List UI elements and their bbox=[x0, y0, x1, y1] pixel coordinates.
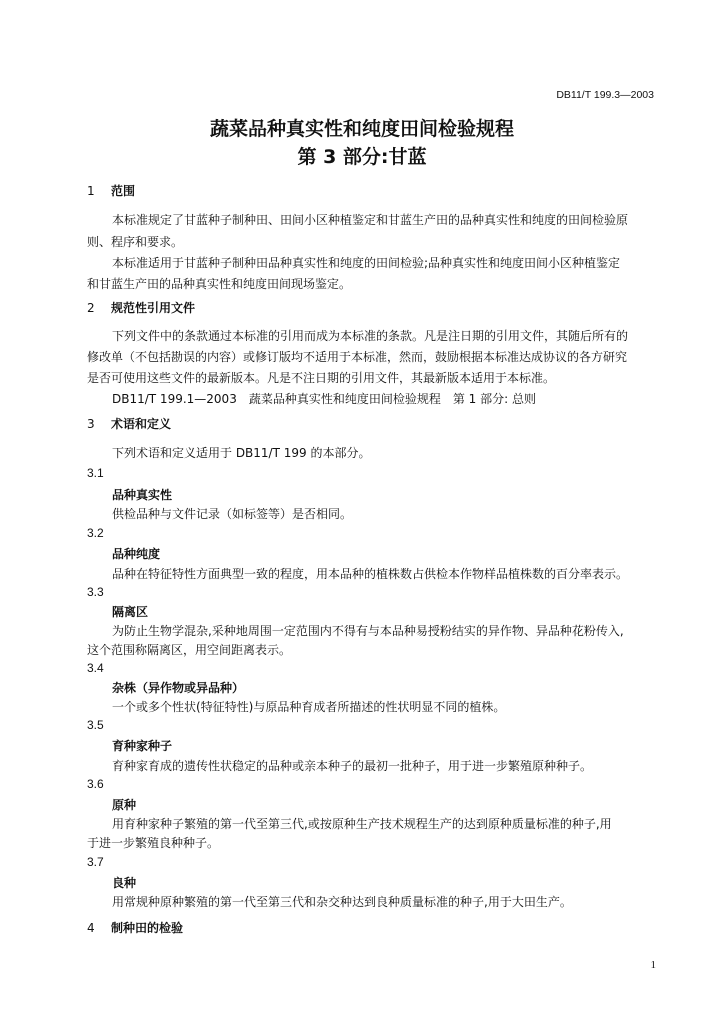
term-definition: 供检品种与文件记录（如标签等）是否相同。 bbox=[112, 507, 353, 521]
term-number: 3.7 bbox=[87, 855, 104, 869]
section-2-heading bbox=[87, 299, 195, 316]
term-number: 3.5 bbox=[87, 718, 104, 732]
reference-line: DB11/T 199.1—2003 蔬菜品种真实性和纯度田间检验规程 第 1 部分: 总则 bbox=[112, 392, 536, 406]
paragraph-line: 本标准适用于甘蓝种子制种田品种真实性和纯度的田间检验;品种真实性和纯度田间小区种植鉴定 bbox=[112, 256, 621, 270]
section-number: 3 bbox=[87, 417, 95, 431]
section-title: 规范性引用文件 bbox=[111, 301, 196, 315]
term-definition: 为防止生物学混杂,采种地周围一定范围内不得有与本品种易授粉结实的异作物、异品种花粉传入, bbox=[112, 624, 624, 638]
term-definition: 用常规种原种繁殖的第一代至第三代和杂交种达到良种质量标准的种子,用于大田生产。 bbox=[112, 895, 572, 909]
section-number: 2 bbox=[87, 301, 95, 315]
term-number: 3.2 bbox=[87, 526, 104, 540]
paragraph-line: 本标准规定了甘蓝种子制种田、田间小区种植鉴定和甘蓝生产田的品种真实性和纯度的田间检验原 bbox=[112, 213, 629, 227]
section-1-heading bbox=[87, 182, 135, 199]
term-name: 良种 bbox=[112, 876, 137, 890]
term-definition: 于进一步繁殖良种种子。 bbox=[87, 836, 220, 850]
section-number: 1 bbox=[87, 184, 95, 198]
paragraph-line: 下列文件中的条款通过本标准的引用而成为本标准的条款。凡是注日期的引用文件，其随后所有的 bbox=[112, 329, 629, 343]
term-name: 原种 bbox=[112, 798, 137, 812]
term-name: 育种家种子 bbox=[112, 739, 173, 753]
term-name: 杂株（异作物或异品种） bbox=[112, 681, 245, 695]
term-number: 3.3 bbox=[87, 585, 104, 599]
section-number: 4 bbox=[87, 921, 95, 935]
term-name: 品种纯度 bbox=[112, 547, 161, 561]
term-definition: 育种家育成的遗传性状稳定的品种或亲本种子的最初一批种子，用于进一步繁殖原种种子。 bbox=[112, 759, 593, 773]
term-definition: 品种在特征特性方面典型一致的程度，用本品种的植株数占供检本作物样品植株数的百分率表示。 bbox=[112, 567, 629, 581]
paragraph-line: 和甘蓝生产田的品种真实性和纯度田间现场鉴定。 bbox=[87, 277, 352, 291]
section-title: 范围 bbox=[111, 184, 136, 198]
term-number: 3.6 bbox=[87, 777, 104, 791]
standard-code: DB11/T 199.3—2003 bbox=[556, 89, 654, 101]
section-title: 术语和定义 bbox=[111, 417, 172, 431]
document-subtitle: 第 3 部分:甘蓝 bbox=[297, 146, 427, 168]
section-title: 制种田的检验 bbox=[111, 921, 184, 935]
section-3-heading bbox=[87, 415, 171, 432]
section-4-heading bbox=[87, 919, 183, 936]
page-number: 1 bbox=[650, 959, 656, 971]
term-name: 品种真实性 bbox=[112, 488, 173, 502]
term-definition: 这个范围称隔离区，用空间距离表示。 bbox=[87, 643, 292, 657]
paragraph-line: 则、程序和要求。 bbox=[87, 235, 184, 249]
paragraph-line: 是否可使用这些文件的最新版本。凡是不注日期的引用文件，其最新版本适用于本标准。 bbox=[87, 371, 556, 385]
paragraph-line: 下列术语和定义适用于 DB11/T 199 的本部分。 bbox=[112, 446, 371, 460]
term-number: 3.4 bbox=[87, 661, 104, 675]
term-name: 隔离区 bbox=[112, 605, 149, 619]
term-number: 3.1 bbox=[87, 466, 104, 480]
term-definition: 用育种家种子繁殖的第一代至第三代,或按原种生产技术规程生产的达到原种质量标准的种子,用 bbox=[112, 817, 612, 831]
document-title: 蔬菜品种真实性和纯度田间检验规程 bbox=[209, 118, 514, 140]
term-definition: 一个或多个性状(特征特性)与原品种育成者所描述的性状明显不同的植株。 bbox=[112, 700, 506, 714]
paragraph-line: 修改单（不包括勘误的内容）或修订版均不适用于本标准，然而，鼓励根据本标准达成协议的各方研究 bbox=[87, 350, 628, 364]
